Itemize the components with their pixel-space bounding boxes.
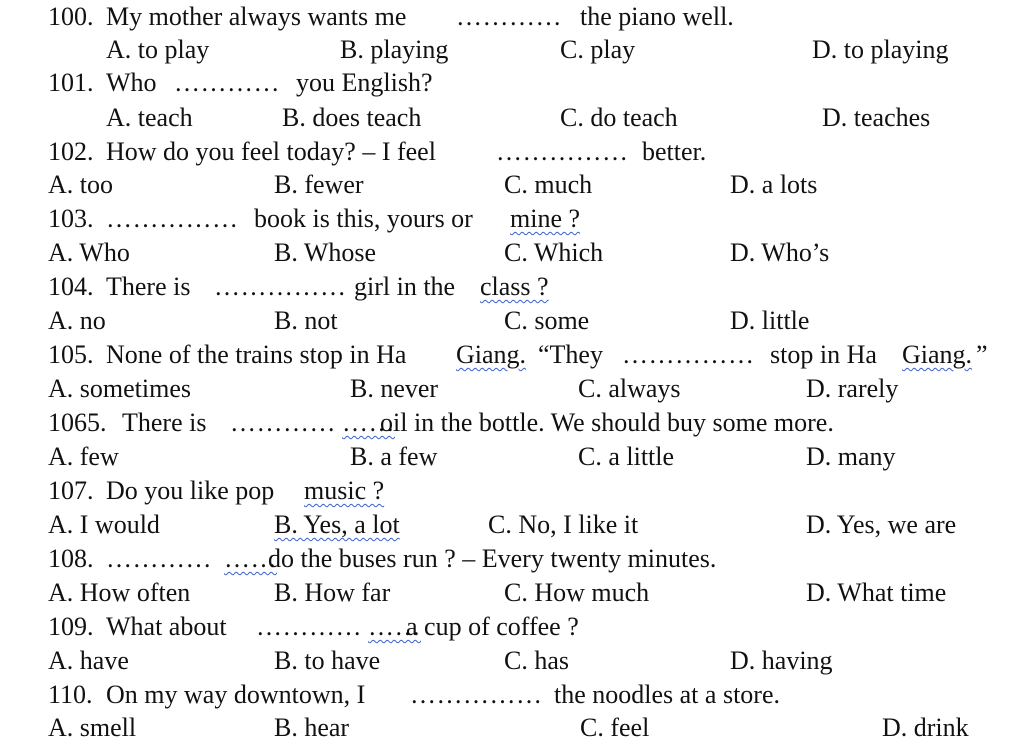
question-105	[0, 338, 1024, 372]
option-b: B. a few	[350, 442, 438, 471]
option-c: C. some	[504, 306, 590, 335]
question-text-end: girl in the	[354, 272, 456, 301]
question-text: How do you feel today? – I feel	[106, 137, 436, 166]
question-text-end: oil in the bottle. We should buy some more.	[380, 408, 834, 437]
question-text: “They	[538, 340, 603, 369]
option-d: D. rarely	[806, 374, 899, 403]
question-number: 108.	[48, 544, 94, 573]
option-c: C. How much	[504, 578, 650, 607]
question-number: 103.	[48, 204, 94, 233]
option-b: B. Whose	[274, 238, 377, 267]
option-d: D. What time	[806, 578, 947, 607]
option-b: B. playing	[340, 35, 449, 64]
question-text: There is	[106, 272, 191, 301]
options-103	[0, 236, 1024, 270]
option-c: C. has	[504, 646, 569, 675]
option-a: A. too	[48, 170, 113, 199]
question-number: 100.	[48, 2, 94, 31]
answer-blank: ……………	[410, 680, 543, 709]
question-number: 102.	[48, 137, 94, 166]
option-a: A. have	[48, 646, 129, 675]
option-c: C. always	[578, 374, 681, 403]
question-108	[0, 542, 1024, 576]
answer-blank-underlined: ……	[368, 612, 421, 641]
option-b: B. does teach	[282, 103, 422, 132]
question-text-end: do the buses run ? – Every twenty minutes.	[268, 544, 717, 573]
option-b: B. Yes, a lot	[274, 510, 400, 539]
option-d: D. to playing	[812, 35, 949, 64]
option-b: B. hear	[274, 713, 350, 742]
option-b: B. not	[274, 306, 338, 335]
question-110	[0, 678, 1024, 712]
question-103	[0, 202, 1024, 236]
question-text-end: you English?	[296, 68, 433, 97]
option-c: C. much	[504, 170, 593, 199]
option-c: C. play	[560, 35, 636, 64]
answer-blank: …………	[106, 544, 212, 573]
answer-blank: …………	[230, 408, 336, 437]
answer-blank: ……………	[214, 272, 347, 301]
options-107	[0, 508, 1024, 542]
answer-blank: ……………	[622, 340, 755, 369]
option-a: A. teach	[106, 103, 193, 132]
option-a: A. sometimes	[48, 374, 191, 403]
question-number: 101.	[48, 68, 94, 97]
option-d: D. little	[730, 306, 810, 335]
question-text: My mother always wants me	[106, 2, 407, 31]
question-102	[0, 135, 1024, 169]
question-text-end: stop in Ha	[770, 340, 877, 369]
spellcheck-underlined-text: mine ?	[510, 204, 581, 233]
option-d: D. having	[730, 646, 833, 675]
option-d: D. Who’s	[730, 238, 830, 267]
question-100	[0, 0, 1024, 34]
options-108	[0, 576, 1024, 610]
option-b: B. never	[350, 374, 439, 403]
option-b: B. to have	[274, 646, 381, 675]
option-a: A. few	[48, 442, 119, 471]
answer-blank: …………	[456, 2, 562, 31]
answer-blank: …………	[174, 68, 280, 97]
question-number: 107.	[48, 476, 94, 505]
question-text-end: better.	[642, 137, 707, 166]
closing-quote: ”	[976, 340, 988, 369]
question-104	[0, 270, 1024, 304]
question-number: 105.	[48, 340, 94, 369]
options-104	[0, 304, 1024, 338]
option-c: C. No, I like it	[488, 510, 639, 539]
option-a: A. I would	[48, 510, 160, 539]
option-a: A. How often	[48, 578, 191, 607]
spellcheck-underlined-text: class ?	[480, 272, 549, 301]
question-text: There is	[122, 408, 207, 437]
options-109	[0, 644, 1024, 678]
spellcheck-underlined-text: Giang.	[902, 340, 973, 369]
answer-blank-underlined: ……	[342, 408, 395, 437]
options-100	[0, 33, 1024, 67]
options-1065	[0, 440, 1024, 474]
option-b: B. How far	[274, 578, 391, 607]
options-101	[0, 101, 1024, 135]
option-a: A. to play	[106, 35, 210, 64]
question-text-end: a cup of coffee ?	[406, 612, 579, 641]
answer-blank: ……………	[496, 137, 629, 166]
question-101	[0, 66, 1024, 100]
question-text: What about	[106, 612, 227, 641]
option-a: A. smell	[48, 713, 137, 742]
question-107	[0, 474, 1024, 508]
question-text-end: the noodles at a store.	[554, 680, 780, 709]
option-d: D. a lots	[730, 170, 818, 199]
spellcheck-underlined-text: Giang.	[456, 340, 527, 369]
options-110	[0, 711, 1024, 745]
answer-blank-underlined: ……	[224, 544, 277, 573]
option-d: D. Yes, we are	[806, 510, 957, 539]
option-a: A. no	[48, 306, 106, 335]
option-b: B. fewer	[274, 170, 364, 199]
option-d: D. drink	[882, 713, 969, 742]
question-109	[0, 610, 1024, 644]
answer-blank: …………	[256, 612, 362, 641]
option-d: D. many	[806, 442, 896, 471]
question-number: 110.	[48, 680, 93, 709]
question-1065	[0, 406, 1024, 440]
question-text: On my way downtown, I	[106, 680, 366, 709]
question-text: Who	[106, 68, 157, 97]
option-c: C. Which	[504, 238, 604, 267]
question-text-end: the piano well.	[580, 2, 734, 31]
question-number: 104.	[48, 272, 94, 301]
question-text: None of the trains stop in Ha	[106, 340, 407, 369]
spellcheck-underlined-text: music ?	[304, 476, 385, 505]
options-105	[0, 372, 1024, 406]
question-number: 109.	[48, 612, 94, 641]
question-number: 1065.	[48, 408, 107, 437]
question-text: Do you like pop	[106, 476, 275, 505]
option-c: C. do teach	[560, 103, 678, 132]
option-a: A. Who	[48, 238, 130, 267]
options-102	[0, 168, 1024, 202]
answer-blank: ……………	[106, 204, 239, 233]
question-text-end: book is this, yours or	[254, 204, 473, 233]
option-d: D. teaches	[822, 103, 931, 132]
option-c: C. feel	[580, 713, 650, 742]
option-c: C. a little	[578, 442, 675, 471]
